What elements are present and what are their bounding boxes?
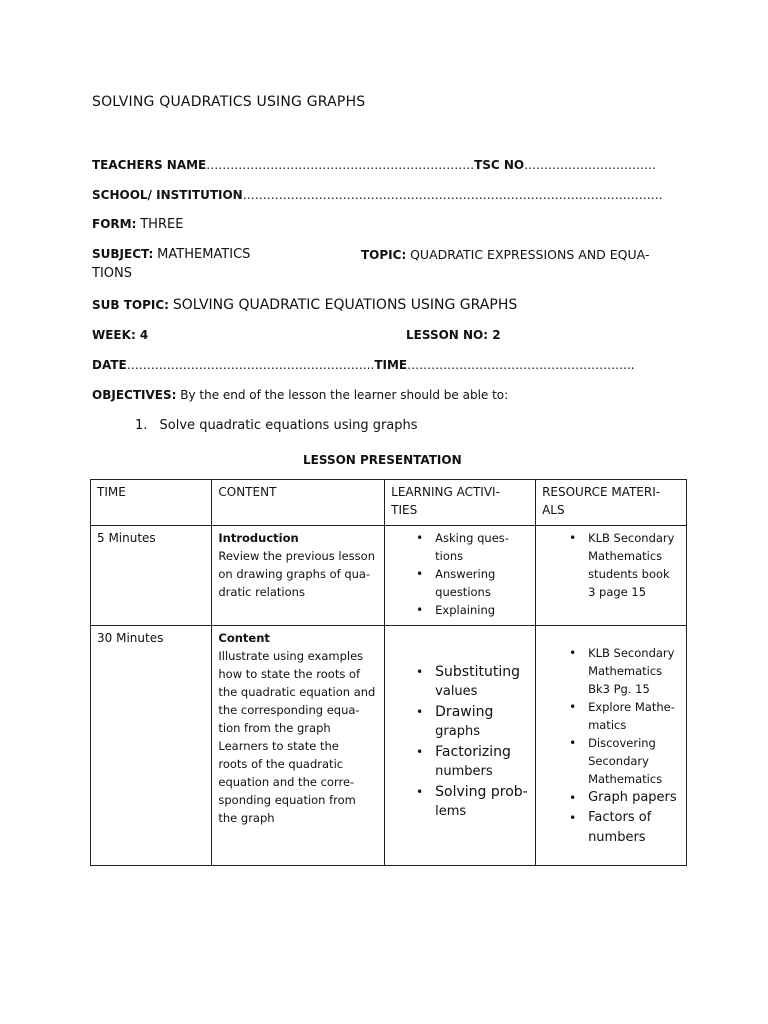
sub-topic-value: SOLVING QUADRATIC EQUATIONS USING GRAPHS xyxy=(172,297,518,313)
col-header-resource-materials: RESOURCE MATERI- ALS xyxy=(536,480,687,526)
list-item: • Explaining xyxy=(435,601,529,619)
content-title: Introduction xyxy=(218,531,299,545)
list-item: • Discovering Secondary Mathematics xyxy=(588,734,680,788)
school-label: SCHOOL/ INSTITUTION xyxy=(92,188,243,202)
time-field: ……………………………………………….. xyxy=(407,358,631,372)
list-item: • Substituting values xyxy=(435,662,529,702)
row-activities xyxy=(385,626,536,866)
week-row: WEEK: 4 xyxy=(92,328,149,342)
sub-topic-label: SUB TOPIC xyxy=(92,298,165,312)
week-label: WEEK xyxy=(92,328,131,342)
subject-row: SUBJECT: MATHEMATICS xyxy=(92,247,251,262)
table-row xyxy=(91,626,687,866)
list-item: • Explore Mathe- matics xyxy=(588,698,680,734)
row-resources xyxy=(536,526,687,626)
col-header-content: CONTENT xyxy=(212,480,385,526)
row-content: Content Illustrate using examples how to state the roots of the quadratic equation and the corresponding equa- tion from the graph Learners to state the roots of the quadratic equation and the corre- sponding equation from the graph xyxy=(212,626,385,866)
date-time-row: DATE……………………………………………………..TIME………………………………………………... xyxy=(92,358,635,372)
form-label: FORM xyxy=(92,217,132,231)
date-label: DATE xyxy=(92,358,127,372)
list-item: • Asking ques- tions xyxy=(435,529,529,565)
teachers-name-label: TEACHERS NAME xyxy=(92,158,207,172)
table-row xyxy=(91,526,687,626)
topic-label: TOPIC xyxy=(361,248,402,262)
document-title: SOLVING QUADRATICS USING GRAPHS xyxy=(92,94,366,110)
col-header-learning-activities: LEARNING ACTIVI- TIES xyxy=(385,480,536,526)
row-resources xyxy=(536,626,687,866)
content-title: Content xyxy=(218,631,270,645)
lesson-no-value: 2 xyxy=(492,328,501,342)
objectives-label: OBJECTIVES xyxy=(92,388,172,402)
form-row: FORM: THREE xyxy=(92,217,184,232)
topic-value: QUADRATIC EXPRESSIONS AND EQUA- xyxy=(410,247,650,262)
lesson-no-label: LESSON NO xyxy=(406,328,484,342)
list-item: • Drawing graphs xyxy=(435,702,529,742)
topic-value-continued: TIONS xyxy=(92,266,132,281)
list-item: • Graph papers xyxy=(588,788,680,808)
school-field: …………………………………………………………………………………………… xyxy=(242,188,663,202)
tsc-no-field: …………………………… xyxy=(524,158,657,172)
lesson-presentation-heading: LESSON PRESENTATION xyxy=(303,453,462,467)
row-time: 30 Minutes xyxy=(91,626,212,866)
list-item: • Solving prob- lems xyxy=(435,782,529,822)
time-label: TIME xyxy=(374,358,408,372)
tsc-no-label: TSC NO xyxy=(474,158,525,172)
week-value: 4 xyxy=(139,328,149,342)
lesson-no-row: LESSON NO: 2 xyxy=(406,328,501,342)
form-value: THREE xyxy=(140,217,184,232)
list-item: • KLB Secondary Mathematics Bk3 Pg. 15 xyxy=(588,644,680,698)
teachers-name-row xyxy=(92,158,656,172)
teachers-name-field: …………………………………………………………. xyxy=(206,158,475,172)
school-row xyxy=(92,188,663,202)
row-content: Introduction Review the previous lesson on drawing graphs of qua- dratic relations xyxy=(212,526,385,626)
objectives-intro: By the end of the lesson the learner should be able to: xyxy=(180,388,509,402)
row-time: 5 Minutes xyxy=(91,526,212,626)
list-item: • Answering questions xyxy=(435,565,529,601)
sub-topic-row: SUB TOPIC: SOLVING QUADRATIC EQUATIONS USING GRAPHS xyxy=(92,297,518,313)
list-item: • KLB Secondary Mathematics students book 3 page 15 xyxy=(588,529,680,601)
table-header-row xyxy=(91,480,687,526)
lesson-presentation-table xyxy=(90,479,687,866)
objectives-row: OBJECTIVES: By the end of the lesson the learner should be able to: xyxy=(92,388,509,402)
date-field: …………………………………………………….. xyxy=(126,358,375,372)
list-item: • Factors of numbers xyxy=(588,808,680,848)
topic-row: TOPIC: QUADRATIC EXPRESSIONS AND EQUA- xyxy=(361,247,650,262)
objective-number: 1. xyxy=(135,418,148,433)
col-header-time: TIME xyxy=(91,480,212,526)
list-item: • Factorizing numbers xyxy=(435,742,529,782)
row-activities xyxy=(385,526,536,626)
subject-value: MATHEMATICS xyxy=(157,247,251,262)
objective-item xyxy=(135,418,418,433)
subject-label: SUBJECT xyxy=(92,247,149,261)
objective-text: Solve quadratic equations using graphs xyxy=(159,418,418,433)
